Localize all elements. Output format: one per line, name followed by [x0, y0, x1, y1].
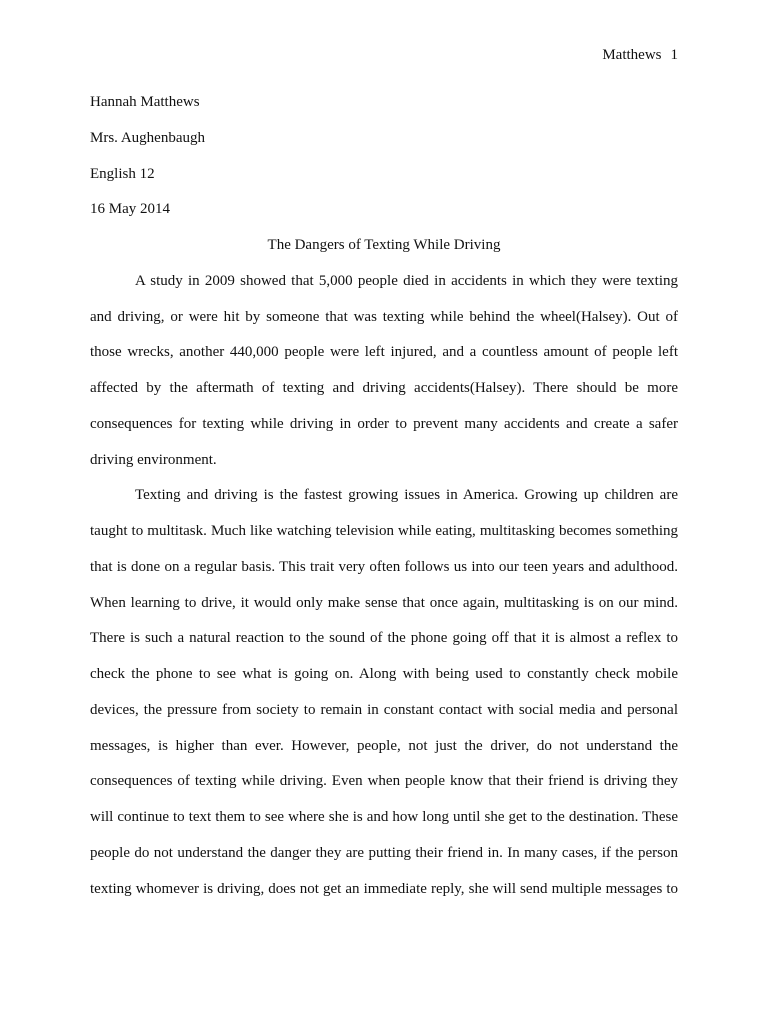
teacher-name: Mrs. Aughenbaugh [90, 129, 205, 146]
paragraph-2 [90, 485, 678, 914]
paragraph-line: will continue to text them to see where she is and how long until she get to the destination. These [90, 809, 678, 825]
paragraph-line: messages, is higher than ever. However, people, not just the driver, do not understand the [90, 737, 678, 754]
header-surname: Matthews [602, 47, 662, 63]
essay-date: 16 May 2014 [90, 201, 170, 218]
running-header [602, 45, 678, 65]
paragraph-line: texting whomever is driving, does not get an immediate reply, she will send multiple messages to [90, 880, 678, 897]
paragraph-line: those wrecks, another 440,000 people were left injured, and a countless amount of people left [90, 344, 678, 361]
paragraph-line: There is such a natural reaction to the sound of the phone going off that it is almost a reflex to [90, 630, 678, 647]
paragraph-line: devices, the pressure from society to remain in constant contact with social media and personal [90, 701, 678, 718]
paragraph-line: affected by the aftermath of texting and driving accidents(Halsey). There should be more [90, 380, 678, 396]
paragraph-line: driving environment. [90, 451, 217, 468]
paragraph-1 [90, 271, 678, 486]
paragraph-line: that is done on a regular basis. This trait very often follows us into our teen years and adulthood. [90, 558, 678, 575]
essay-title: The Dangers of Texting While Driving [267, 237, 501, 253]
paragraph-line: and driving, or were hit by someone that was texting while behind the wheel(Halsey). Out of [90, 308, 678, 325]
paragraph-line: consequences for texting while driving in order to prevent many accidents and create a safer [90, 415, 678, 432]
course-name: English 12 [90, 165, 155, 182]
paragraph-line: Texting and driving is the fastest growing issues in America. Growing up children are [135, 487, 678, 504]
student-name: Hannah Matthews [90, 94, 200, 110]
paragraph-line: check the phone to see what is going on. Along with being used to constantly check mobile [90, 666, 678, 682]
paragraph-line: consequences of texting while driving. Even when people know that their friend is driving they [90, 773, 678, 790]
document-body [90, 92, 678, 914]
paragraph-line: people do not understand the danger they are putting their friend in. In many cases, if the person [90, 844, 678, 861]
page-number: 1 [670, 47, 678, 63]
paragraph-line: A study in 2009 showed that 5,000 people died in accidents in which they were texting [135, 272, 678, 289]
paragraph-line: When learning to drive, it would only make sense that once again, multitasking is on our mind. [90, 594, 678, 611]
paragraph-line: taught to multitask. Much like watching television while eating, multitasking becomes something [90, 523, 678, 539]
